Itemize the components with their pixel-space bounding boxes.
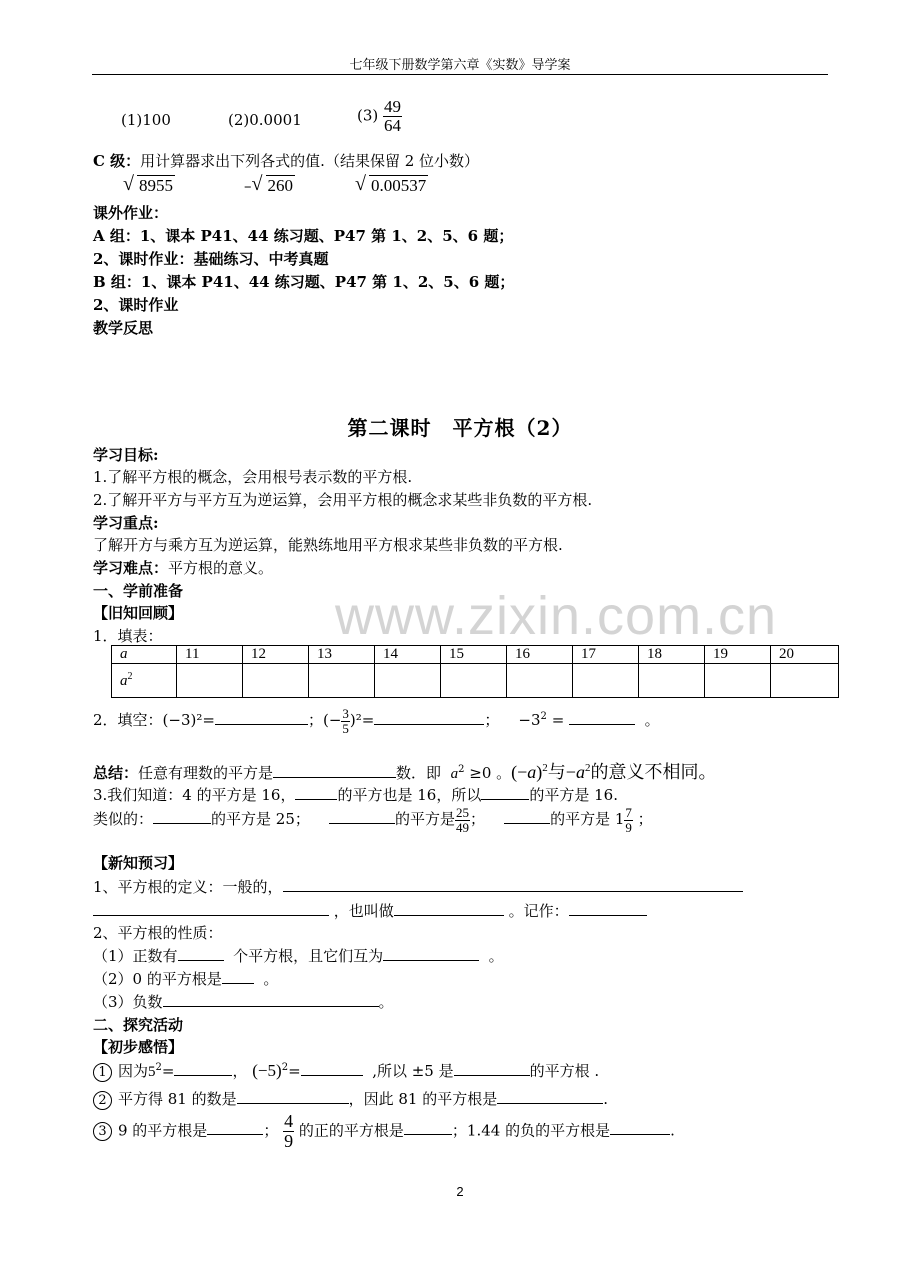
homework-line: A 组：1、课本 P41、44 练习题、P47 第 1、2、5、6 题； <box>93 227 514 245</box>
q3-text: 3.我们知道：4 的平方是 16， <box>93 786 296 804</box>
answer-cell[interactable] <box>441 664 507 698</box>
page-number: 2 <box>456 1184 464 1199</box>
initial-title: 【初步感悟】 <box>93 1038 184 1056</box>
teaching-reflection: 教学反思 <box>93 319 154 337</box>
summary-line: 总结：任意有理数的平方是 数．即 $a^2 \ge 0$ 。$(-a)^2$与$-a^2$的意义不相同。 <box>93 762 717 783</box>
objective-item: 1.了解平方根的概念，会用根号表示数的平方根. <box>93 468 413 486</box>
answer-blank[interactable] <box>222 969 254 984</box>
exercise-text: 因为 <box>118 1062 149 1080</box>
exercise-text: 9 的平方根是 <box>118 1121 208 1140</box>
c-level-text: 用计算器求出下列各式的值.（结果保留 2 位小数） <box>140 152 480 170</box>
summary-text: 的意义不相同。 <box>590 762 717 783</box>
q2-expr-2a: (− <box>322 711 342 730</box>
difficulty-line <box>93 557 273 578</box>
circled-number: 1 <box>93 1063 112 1082</box>
exercise-2 <box>93 1088 608 1110</box>
property-text: 。 <box>378 993 394 1011</box>
exercise-text: . <box>603 1090 609 1108</box>
exercise-text: 平方得 81 的数是 <box>118 1090 237 1108</box>
exercise-3 <box>93 1112 675 1151</box>
answer-cell[interactable] <box>177 664 243 698</box>
exercise-text: ； <box>263 1121 279 1140</box>
circled-number: 3 <box>93 1122 112 1141</box>
exercise-text: . <box>670 1121 675 1140</box>
key-points-title: 学习重点: <box>93 514 159 532</box>
homework-title: 课外作业： <box>93 204 169 222</box>
table-cell: 14 <box>375 646 441 664</box>
header-rule <box>92 74 828 75</box>
answer-blank[interactable] <box>174 1061 232 1076</box>
item-2: (2)0.0001 <box>228 111 302 129</box>
definition-line-1 <box>93 876 743 897</box>
homework-line: 2、课时作业：基础练习、中考真题 <box>93 250 329 268</box>
exercise-text: ；1.44 的负的平方根是 <box>451 1121 611 1140</box>
sqrt-expr-3: √ 0.00537 <box>355 173 427 195</box>
similar-text: 的平方是 1 <box>550 810 625 829</box>
exercise-expr: (−5) <box>252 1061 282 1080</box>
homework-line: 2、课时作业 <box>93 296 179 314</box>
table-cell: 11 <box>177 646 243 664</box>
c-level-line <box>93 150 479 171</box>
exercise-text: 的正的平方根是 <box>298 1121 404 1140</box>
similar-text: 类似的： <box>93 810 154 829</box>
q2-label: 2．填空： <box>93 711 163 730</box>
similar-text: 的平方是 <box>394 810 455 829</box>
property-3 <box>93 991 394 1012</box>
similar-text: ； <box>637 810 653 829</box>
exercise-base: 5 <box>148 1064 156 1080</box>
table-cell: 16 <box>507 646 573 664</box>
answer-blank[interactable] <box>93 901 329 916</box>
answer-blank[interactable] <box>163 992 379 1007</box>
watermark: www.zixin.com.cn <box>335 586 778 646</box>
exercise-exponent: 2 <box>155 1062 162 1073</box>
answer-blank[interactable] <box>207 1120 263 1135</box>
square-table <box>111 645 839 698</box>
properties-title: 2、平方根的性质： <box>93 924 223 942</box>
definition-text: ，也叫做 <box>333 902 394 920</box>
similar-line <box>93 806 653 834</box>
key-points-text: 了解开方与乘方互为逆运算，能熟练地用平方根求某些非负数的平方根. <box>93 536 563 554</box>
answer-blank[interactable] <box>237 1089 349 1104</box>
answer-blank[interactable] <box>329 809 395 824</box>
answer-blank[interactable] <box>374 710 484 725</box>
table-cell: 13 <box>309 646 375 664</box>
answer-blank[interactable] <box>454 1061 530 1076</box>
objective-item: 2.了解开平方与平方互为逆运算，会用平方根的概念求某些非负数的平方根. <box>93 491 593 509</box>
property-text: 。 <box>263 970 279 988</box>
table-cell: 12 <box>243 646 309 664</box>
difficulty-text: 平方根的意义。 <box>168 559 274 577</box>
answer-blank[interactable] <box>610 1120 670 1135</box>
answer-cell[interactable] <box>507 664 573 698</box>
answer-cell[interactable] <box>573 664 639 698</box>
answer-cell[interactable] <box>705 664 771 698</box>
property-2 <box>93 968 278 989</box>
answer-blank[interactable] <box>301 1061 363 1076</box>
question-3 <box>93 784 618 805</box>
summary-text: 数．即 <box>396 764 442 782</box>
answer-cell[interactable] <box>309 664 375 698</box>
answer-blank[interactable] <box>569 710 635 725</box>
exercise-text: ，因此 81 的平方根是 <box>348 1090 498 1108</box>
answer-blank[interactable] <box>273 763 396 778</box>
fraction-25-49: $\frac{25}{49}$ <box>455 805 469 835</box>
answer-blank[interactable] <box>215 710 308 725</box>
answer-cell[interactable] <box>771 664 839 698</box>
table-cell: 20 <box>771 646 839 664</box>
property-text: 个平方根，且它们互为 <box>233 947 384 965</box>
fraction-4-9: $\frac{4}{9}$ <box>284 1111 294 1151</box>
table-cell: 17 <box>573 646 639 664</box>
summary-text: 任意有理数的平方是 <box>138 764 274 782</box>
exercise-text: ， <box>232 1062 248 1080</box>
answer-cell[interactable] <box>243 664 309 698</box>
circled-number: 2 <box>93 1091 112 1110</box>
answer-blank[interactable] <box>295 785 337 800</box>
summary-label: 总结： <box>93 764 139 782</box>
q2-exponent: 2 <box>540 711 547 723</box>
sqrt-expr-1: √ 8955 <box>123 173 173 195</box>
section-1-title: 一、学前准备 <box>93 582 184 600</box>
section-2-title: 二、探究活动 <box>93 1016 184 1034</box>
q2-expr-3: −3 <box>518 711 541 730</box>
fraction-7-9: $\frac{7}{9}$ <box>625 805 632 835</box>
answer-blank[interactable] <box>569 901 647 916</box>
objectives-title: 学习目标: <box>93 446 159 464</box>
answer-blank[interactable] <box>178 946 224 961</box>
exercise-text: = <box>288 1062 301 1080</box>
sqrt-expr-2: – √ 260 <box>244 173 293 195</box>
q2-expr-2b: )²= <box>349 711 375 730</box>
table-cell: 18 <box>639 646 705 664</box>
table-row-label: $a^2$ <box>112 664 177 698</box>
q3-text: 的平方也是 16，所以 <box>337 786 482 804</box>
question-1: 1．填表： <box>93 627 163 645</box>
fraction-3-5: $\frac{3}{5}$ <box>342 706 349 736</box>
question-2: 2．填空：(−3)²= ；(− $\frac{3}{5}$ )²= ； $-3^2$ = 。 <box>93 706 660 736</box>
answer-blank[interactable] <box>497 1089 603 1104</box>
definition-text: 1、平方根的定义：一般的， <box>93 878 283 896</box>
similar-text: 的平方是 25； <box>211 810 310 829</box>
item-1: (1)100 <box>121 111 171 129</box>
answer-cell[interactable] <box>375 664 441 698</box>
table-cell: 19 <box>705 646 771 664</box>
answer-blank[interactable] <box>504 809 550 824</box>
answer-blank[interactable] <box>383 946 479 961</box>
review-title: 【旧知回顾】 <box>93 604 184 622</box>
answer-blank[interactable] <box>283 877 743 892</box>
q2-equals: = <box>551 711 565 730</box>
summary-text: 与 <box>547 762 566 783</box>
similar-text: ； <box>469 810 485 829</box>
difficulty-title: 学习难点： <box>93 559 169 577</box>
answer-blank[interactable] <box>481 785 529 800</box>
exercise-text: = <box>161 1062 175 1080</box>
page-header: 七年级下册数学第六章《实数》导学案 <box>349 58 571 73</box>
c-level-label: C 级： <box>93 152 141 170</box>
exercise-1: 1 因为$5^2=$ ， $(-5)^2=$ ,所以 ±5 是 的平方根 . <box>93 1060 599 1082</box>
answer-blank[interactable] <box>404 1120 452 1135</box>
property-1 <box>93 945 504 966</box>
definition-text: 。记作： <box>508 902 569 920</box>
property-text: 。 <box>488 947 504 965</box>
answer-blank[interactable] <box>394 901 504 916</box>
q2-expr-1: (−3)²= <box>162 711 215 730</box>
homework-line: B 组：1、课本 P41、44 练习题、P47 第 1、2、5、6 题； <box>93 273 515 291</box>
summary-inequality: ≥0 。 <box>469 764 512 782</box>
table-cell: 15 <box>441 646 507 664</box>
item-3 <box>357 98 402 135</box>
answer-cell[interactable] <box>639 664 705 698</box>
exercise-text: ,所以 ±5 是 <box>372 1062 454 1080</box>
property-text: （2）0 的平方根是 <box>93 970 222 988</box>
preview-title: 【新知预习】 <box>93 854 184 872</box>
item-3-label: (3) <box>357 106 379 125</box>
q2-end: 。 <box>644 711 660 730</box>
lesson-title: 第二课时 平方根（2） <box>347 416 573 440</box>
property-text: （1）正数有 <box>93 947 178 965</box>
property-text: （3）负数 <box>93 993 163 1011</box>
fraction-49-64: $\frac{49}{64}$ <box>384 97 402 135</box>
definition-line-2 <box>93 900 647 921</box>
table-row-label: a <box>112 646 177 664</box>
answer-blank[interactable] <box>153 809 211 824</box>
q3-text: 的平方是 16. <box>529 786 618 804</box>
exercise-text: 的平方根 . <box>529 1062 600 1080</box>
